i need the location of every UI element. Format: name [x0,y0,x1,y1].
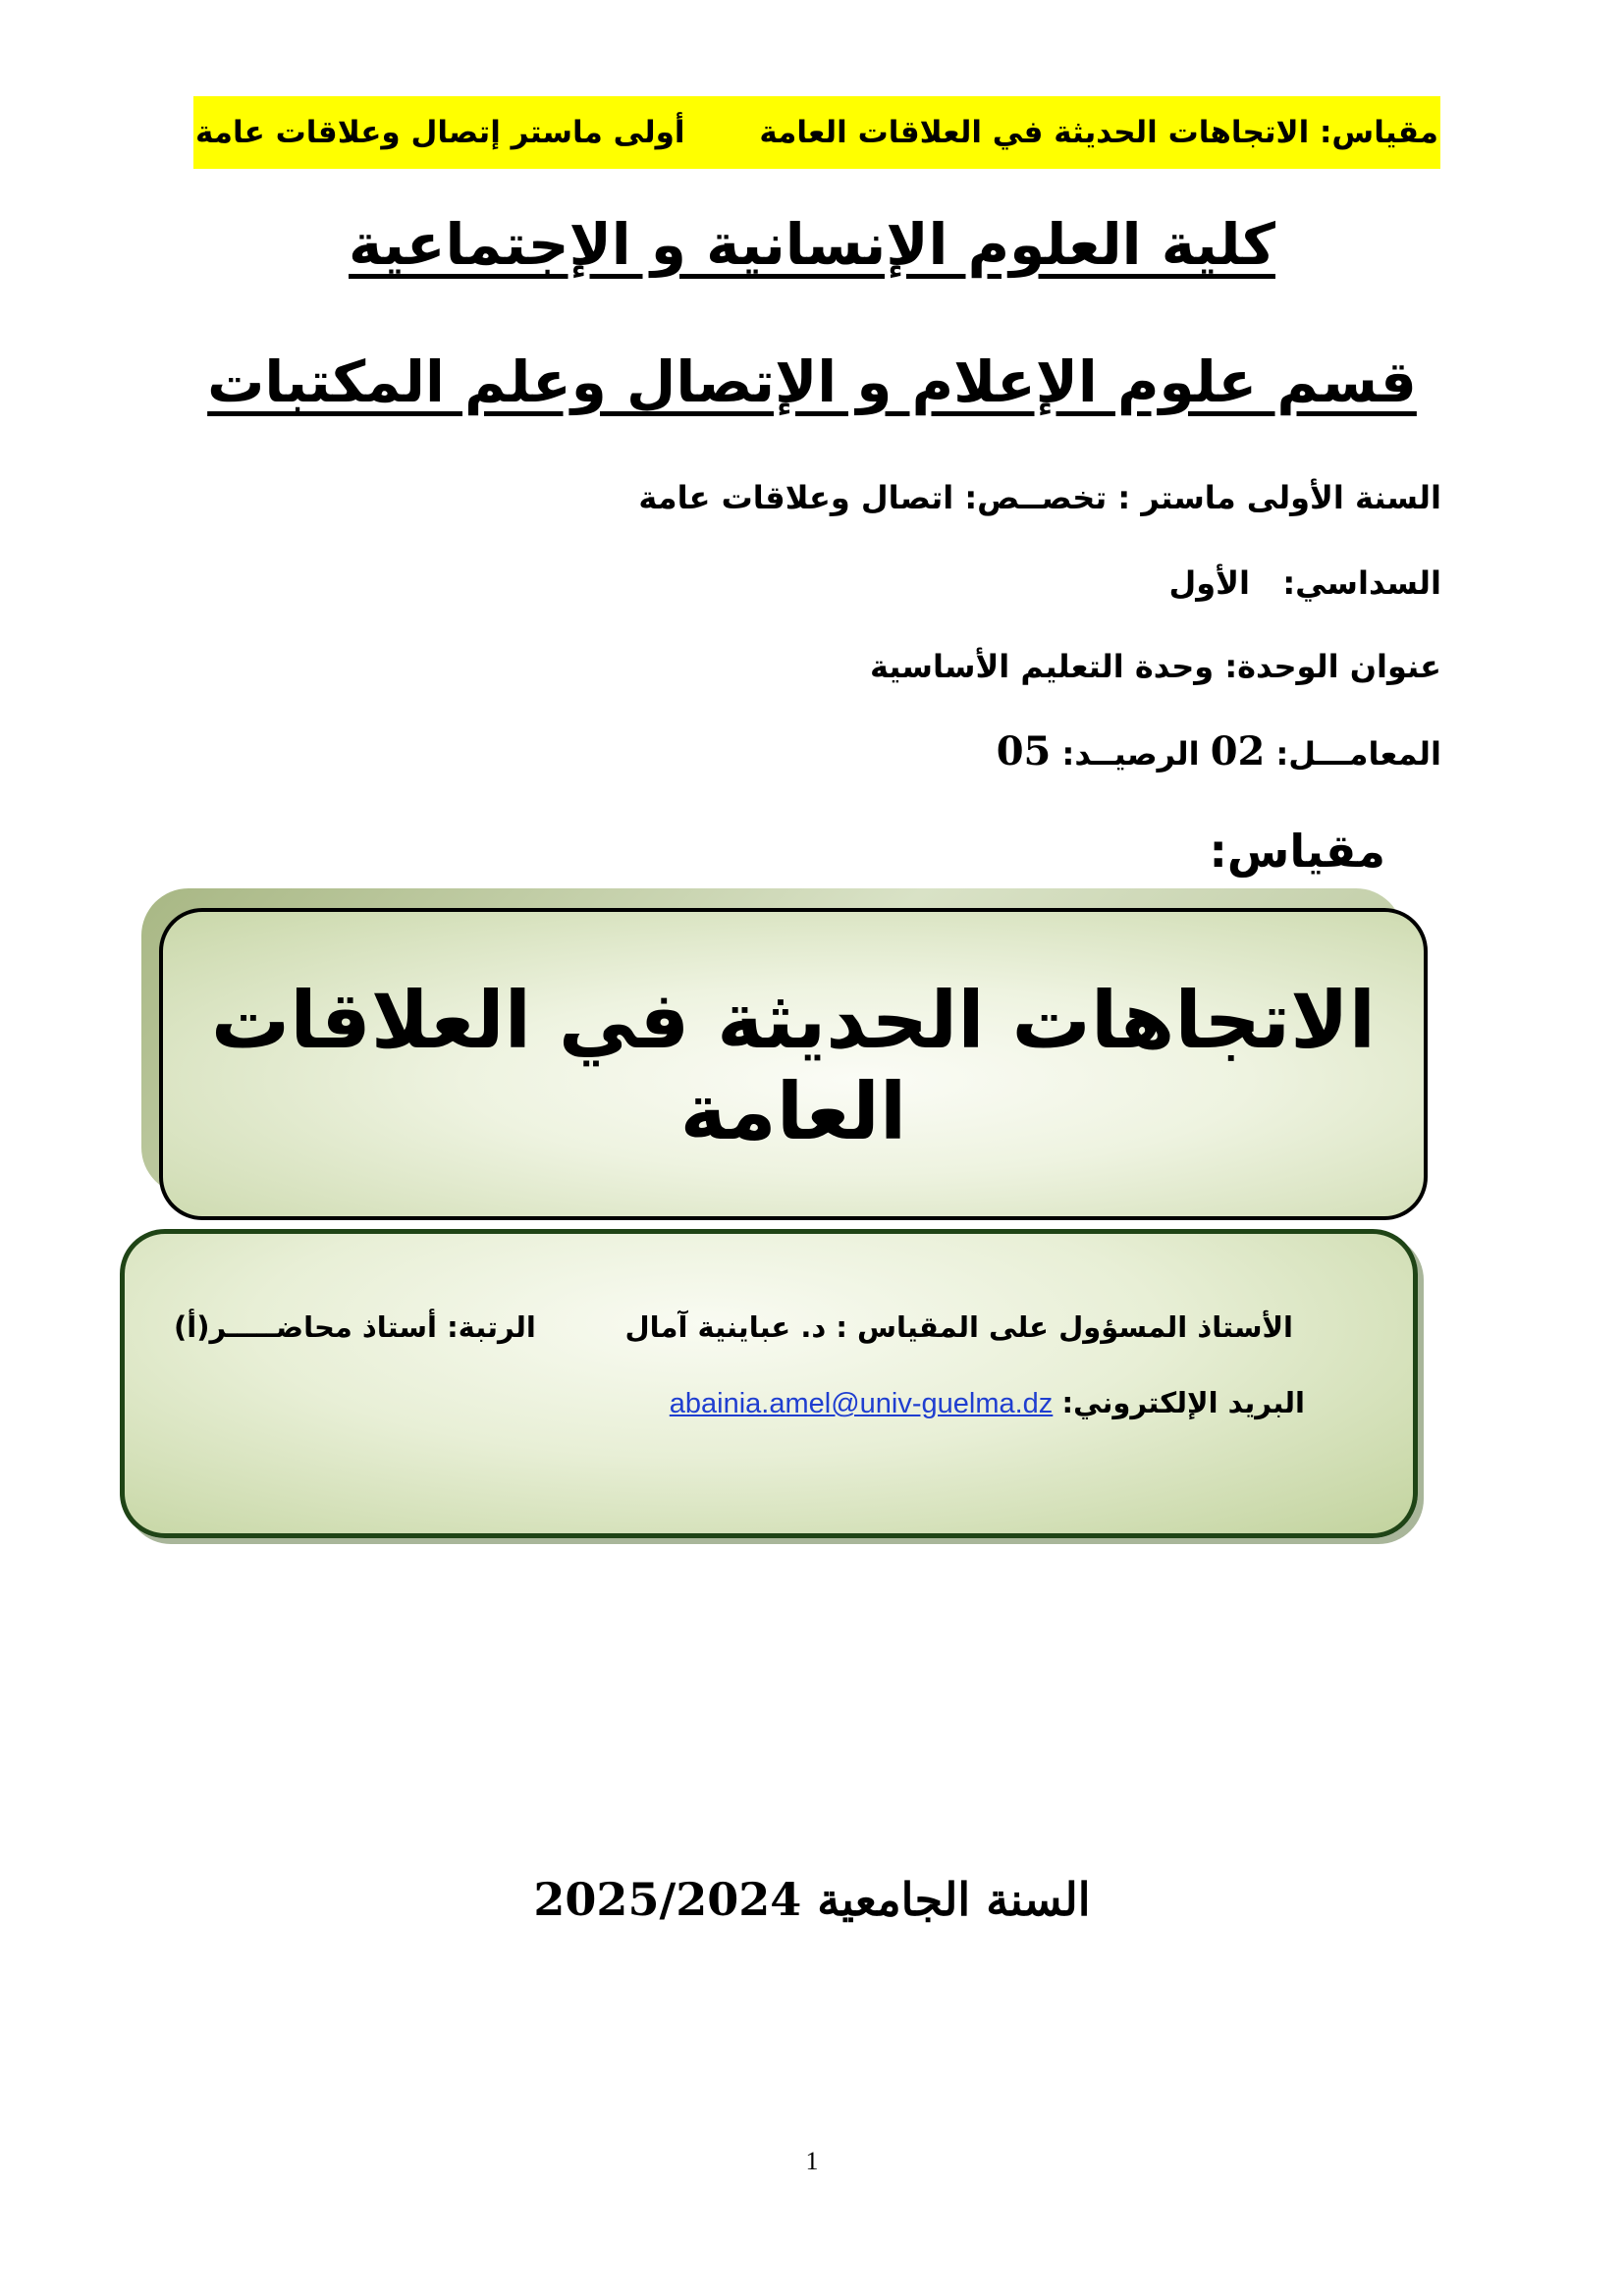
email-line [670,1386,1305,1420]
coefficient-label: المعامـــل: [1275,735,1441,773]
page-number: 1 [805,2147,819,2175]
semester-value: الأول [1168,564,1250,602]
header-highlight-bar [193,96,1440,169]
program-year-line: السنة الأولى ماستر : تخصــص: اتصال وعلاقات عامة [638,479,1441,516]
module-title-box [159,908,1428,1220]
unit-line: عنوان الوحدة: وحدة التعليم الأساسية [870,648,1441,685]
header-program: أولى ماستر إتصال وعلاقات عامة [195,115,685,150]
semester-line [1168,564,1441,602]
header-module-title: مقياس: الاتجاهات الحديثة في العلاقات العامة [759,115,1438,150]
credit-value: 05 [996,728,1052,774]
semester-label: السداسي: [1282,564,1441,602]
faculty-title: كلية العلوم الإنسانية و الإجتماعية [349,211,1275,278]
email-label: البريد الإلكتروني: [1061,1386,1305,1419]
academic-year: السنة الجامعية 2025/2024 [533,1873,1091,1926]
module-title: الاتجاهات الحديثة في العلاقات العامة [210,975,1377,1157]
instructor-rank: الرتبة: أستاذ محاضـــــر(أ) [174,1310,536,1344]
email-link[interactable]: abainia.amel@univ-guelma.dz [669,1388,1054,1419]
coefficient-line [997,728,1441,774]
coefficient-value: 02 [1210,728,1266,774]
credit-label: الرصيــد: [1061,735,1200,773]
department-title: قسم علوم الإعلام و الإتصال وعلم المكتبات [207,348,1417,415]
instructor-box [120,1229,1418,1538]
module-label: مقياس: [1209,825,1385,878]
instructor-name-line: الأستاذ المسؤول على المقياس : د. عباينية آمال [624,1310,1293,1344]
